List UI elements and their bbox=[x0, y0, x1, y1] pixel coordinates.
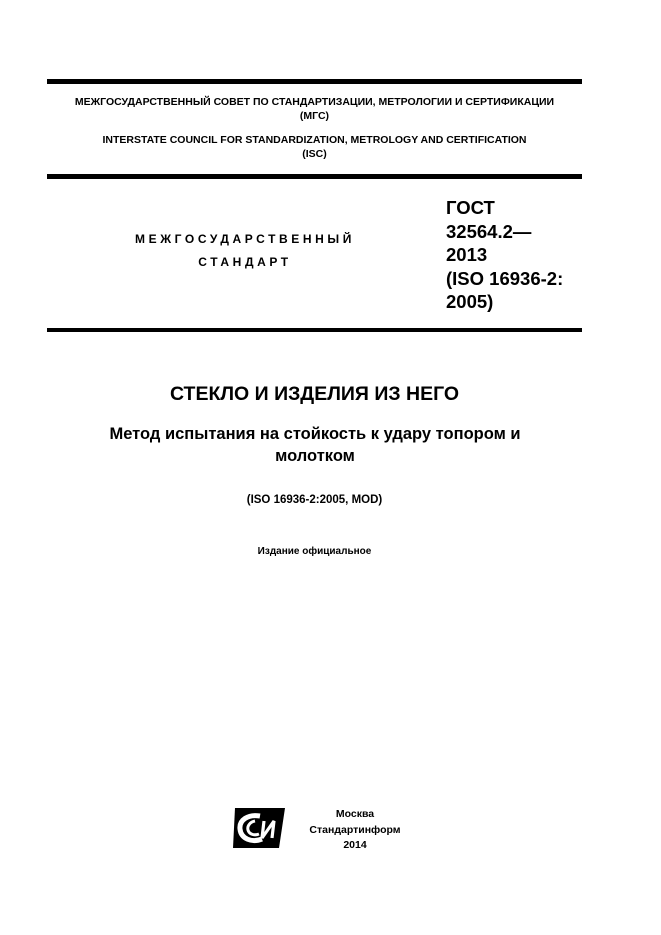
document-title: СТЕКЛО И ИЗДЕЛИЯ ИЗ НЕГО bbox=[169, 383, 460, 405]
standard-type-line2: СТАНДАРТ bbox=[198, 255, 292, 269]
council-en-name: INTERSTATE COUNCIL FOR STANDARDIZATION, METROLOGY AND CERTIFICATION bbox=[102, 134, 527, 146]
publisher-city: Москва bbox=[335, 808, 375, 820]
council-en-abbr: (ISC) bbox=[302, 148, 327, 160]
document-subtitle bbox=[60, 423, 570, 467]
bottom-rule bbox=[47, 328, 582, 332]
publisher-name: Стандартинформ bbox=[309, 824, 401, 836]
gost-line4: (ISO 16936-2: bbox=[446, 267, 564, 289]
standartinform-logo-icon bbox=[233, 808, 285, 848]
council-ru bbox=[47, 95, 582, 123]
council-ru-abbr: (МГС) bbox=[299, 110, 330, 122]
council-ru-name: МЕЖГОСУДАРСТВЕННЫЙ СОВЕТ ПО СТАНДАРТИЗАЦИИ, МЕТРОЛОГИИ И СЕРТИФИКАЦИИ bbox=[74, 96, 555, 108]
gost-line5: 2005) bbox=[446, 291, 494, 312]
subtitle-line1: Метод испытания на стойкость к удару топором и bbox=[109, 425, 521, 443]
gost-designation bbox=[446, 196, 586, 314]
edition-note: Издание официальное bbox=[257, 546, 372, 557]
middle-rule bbox=[47, 174, 582, 179]
gost-line2: 32564.2— bbox=[446, 220, 532, 242]
gost-line1: ГОСТ bbox=[446, 197, 495, 218]
standard-type-line1: МЕЖГОСУДАРСТВЕННЫЙ bbox=[135, 232, 355, 246]
council-en bbox=[47, 133, 582, 161]
publication-year: 2014 bbox=[343, 839, 367, 851]
subtitle-line2: молотком bbox=[275, 447, 355, 465]
top-rule bbox=[47, 79, 582, 84]
iso-equivalence: (ISO 16936-2:2005, MOD) bbox=[246, 494, 383, 506]
gost-line3: 2013 bbox=[446, 244, 488, 265]
